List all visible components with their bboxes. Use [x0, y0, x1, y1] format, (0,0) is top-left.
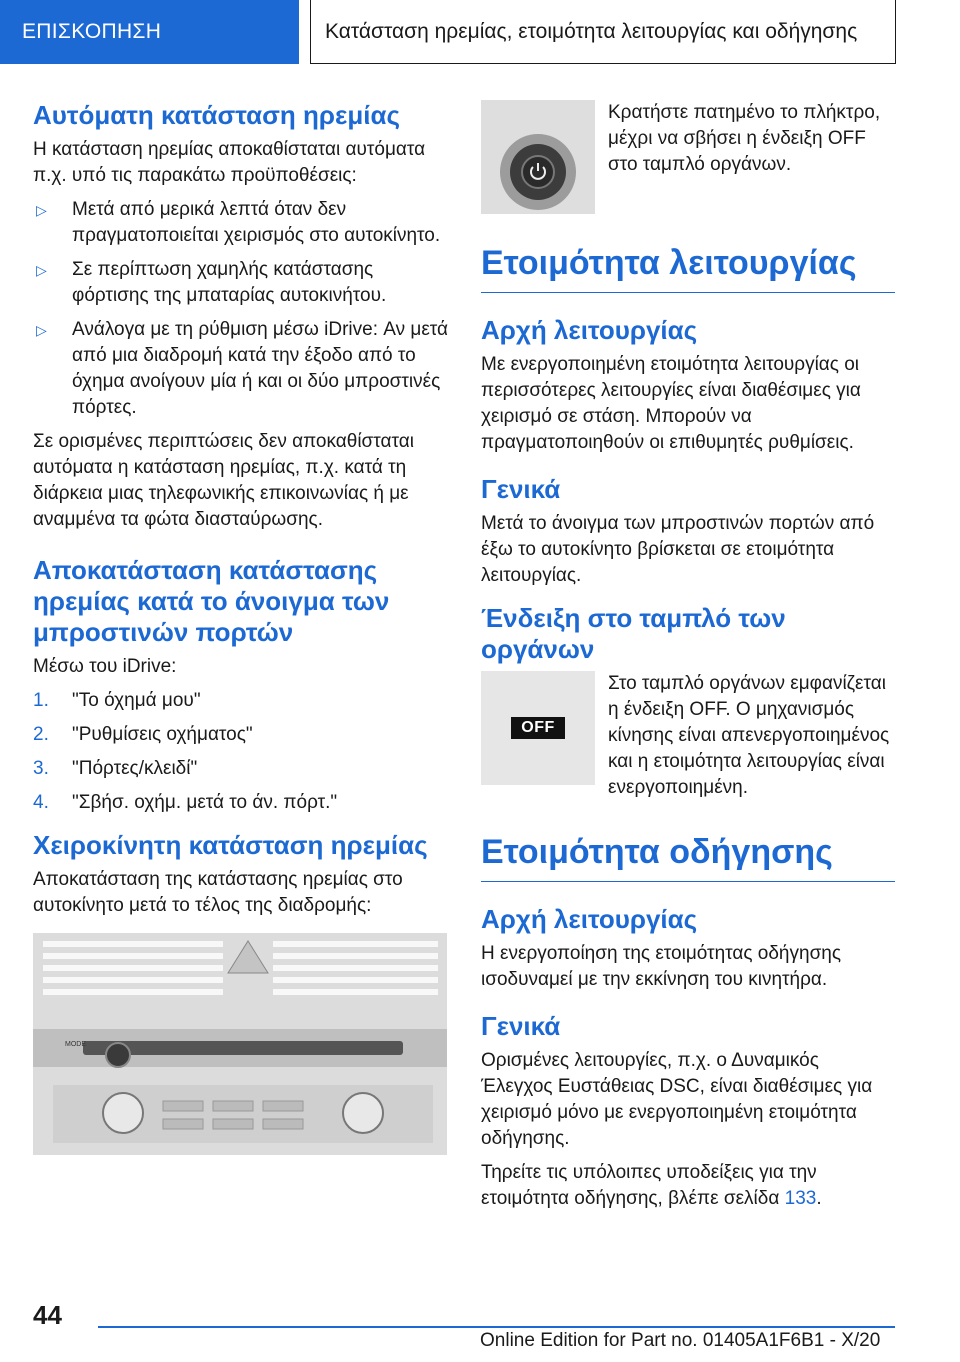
- ready-principle-title: Αρχή λειτουργίας: [481, 315, 698, 345]
- ready-general-title: Γενικά: [481, 474, 561, 504]
- drive-general-text: Ορισμένες λειτουργίες, π.χ. ο Δυναμικός Έλεγχος Ευστάθειας DSC, είναι διαθέσιμες για χειρισμό μόνο με ενεργοποιημένη ετοιμότητα οδήγησης.: [481, 1050, 873, 1149]
- right-column: [481, 100, 895, 1220]
- auto-standby-note: Σε ορισμένες περιπτώσεις δεν αποκαθίσταται αυτόματα η κατάσταση ηρεμίας, π.χ. κατά τη διάρκεια μιας τηλεφωνικής επικοινωνίας ή με αναμμένα τα φώτα διασταύρωσης.: [33, 431, 414, 530]
- operating-readiness-title: Ετοιμότητα λειτουργίας: [481, 242, 895, 293]
- start-stop-button-image: [481, 100, 595, 214]
- step-number: 3.: [33, 758, 49, 779]
- step-item: 1. "Το όχημά μου": [33, 688, 449, 714]
- off-display-block: [481, 671, 895, 801]
- list-item: ▷ Μετά από μερικά λεπτά όταν δεν πραγματοποιείται χειρισμός στο αυτοκίνητο.: [36, 199, 441, 246]
- manual-standby-text: Αποκατάσταση της κατάστασης ηρεμίας στο αυτοκίνητο μετά το τέλος της διαδρομής:: [33, 869, 403, 916]
- start-stop-button-illustration: [481, 100, 595, 214]
- display-title: Ένδειξη στο ταμπλό των οργάνων: [481, 603, 786, 664]
- auto-standby-intro: Η κατάσταση ηρεμίας αποκαθίσταται αυτόματα π.χ. υπό τις παρακάτω προϋποθέσεις:: [33, 139, 426, 186]
- display-text: Στο ταμπλό οργάνων εμφανίζεται η ένδειξη OFF. Ο μηχανισμός κίνησης είναι απενεργοποιημένος και η ετοιμότητα λειτουργίας είναι ενεργοποιημένη.: [608, 673, 890, 798]
- start-stop-text: Κρατήστε πατημένο το πλήκτρο, μέχρι να σβήσει η ένδειξη OFF στο ταμπλό οργάνων.: [608, 102, 881, 175]
- off-display-image: [481, 671, 595, 785]
- drive-readiness-title: Ετοιμότητα οδήγησης: [481, 831, 895, 882]
- triangle-bullet-icon: ▷: [36, 202, 47, 218]
- edition-footer: Online Edition for Part no. 01405A1F6B1 - X/20: [480, 1330, 881, 1351]
- tab-overview[interactable]: ΕΠΙΣΚΟΠΗΣΗ: [0, 0, 299, 64]
- step-number: 2.: [33, 724, 49, 745]
- page-header: [0, 0, 960, 66]
- restore-intro: Μέσω του iDrive:: [33, 656, 177, 677]
- step-item: 2. "Ρυθμίσεις οχήματος": [33, 722, 449, 748]
- page-number: 44: [33, 1300, 62, 1330]
- mode-label: MODE: [65, 1041, 86, 1048]
- drive-note: Τηρείτε τις υπόλοιπες υποδείξεις για την ετοιμότητα οδήγησης, βλέπε σελίδα 133.: [481, 1162, 822, 1209]
- restore-steps: [33, 688, 449, 816]
- section-title: Κατάσταση ηρεμίας, ετοιμότητα λειτουργίας και οδήγησης: [310, 0, 896, 64]
- manual-standby-title: Χειροκίνητη κατάσταση ηρεμίας: [33, 830, 428, 860]
- page-link[interactable]: 133: [784, 1188, 817, 1209]
- ready-principle-text: Με ενεργοποιημένη ετοιμότητα λειτουργίας οι περισσότερες λειτουργίες είναι διαθέσιμες για χειρισμό σε στάση. Μπορούν να πραγματοποιηθούν οι επιθυμητές ρυθμίσεις.: [481, 354, 861, 453]
- drive-principle-text: Η ενεργοποίηση της ετοιμότητας οδήγησης ισοδυναμεί με την εκκίνηση του κινητήρα.: [481, 943, 842, 990]
- drive-general-title: Γενικά: [481, 1011, 561, 1041]
- list-item: ▷ Ανάλογα με τη ρύθμιση μέσω iDrive: Αν μετά από μια διαδρομή κατά την έξοδο από το όχημα ανοίγουν μία ή και οι δύο μπροστινές πόρτες.: [36, 319, 449, 418]
- off-indicator: OFF: [511, 717, 565, 739]
- auto-standby-title: Αυτόματη κατάσταση ηρεμίας: [33, 100, 400, 130]
- step-item: 3. "Πόρτες/κλειδί": [33, 756, 449, 782]
- step-number: 1.: [33, 690, 49, 711]
- start-stop-block: [481, 100, 895, 214]
- step-item: 4. "Σβήσ. οχήμ. μετά το άν. πόρτ.": [33, 790, 449, 816]
- triangle-bullet-icon: ▷: [36, 262, 47, 278]
- center-console-image: [33, 933, 447, 1155]
- ready-general-text: Μετά το άνοιγμα των μπροστινών πορτών από έξω το αυτοκίνητο βρίσκεται σε ετοιμότητα λειτουργίας.: [481, 513, 875, 586]
- auto-standby-list: [33, 197, 449, 421]
- footer-divider: [98, 1326, 895, 1328]
- restore-title: Αποκατάσταση κατάστασης ηρεμίας κατά το άνοιγμα των μπροστινών πορτών: [33, 555, 390, 647]
- triangle-bullet-icon: ▷: [36, 322, 47, 338]
- drive-principle-title: Αρχή λειτουργίας: [481, 904, 698, 934]
- center-console-illustration: [33, 933, 447, 1155]
- left-column: [33, 100, 449, 1155]
- step-number: 4.: [33, 792, 49, 813]
- list-item: ▷ Σε περίπτωση χαμηλής κατάστασης φόρτισης της μπαταρίας αυτοκινήτου.: [36, 259, 387, 306]
